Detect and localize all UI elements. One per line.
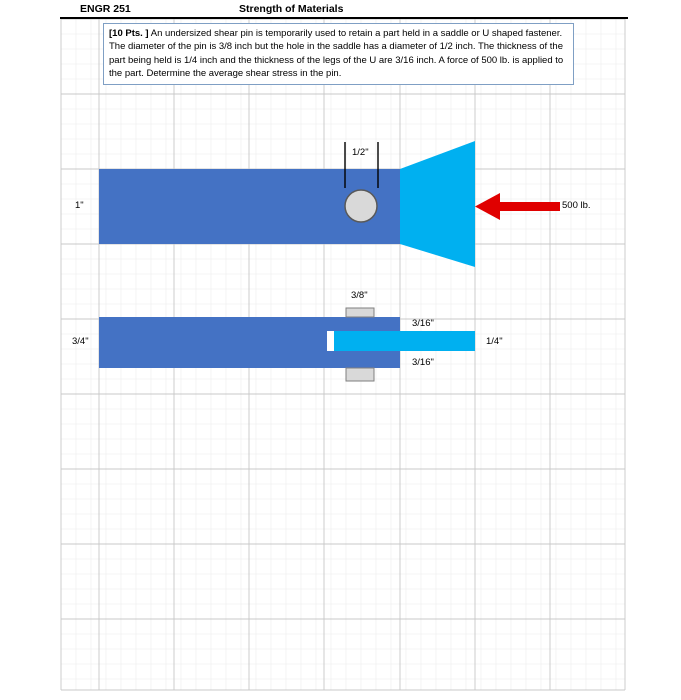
- force-arrow: [475, 193, 560, 220]
- pin-diameter-label: 3/8": [351, 290, 368, 301]
- problem-text: An undersized shear pin is temporarily used to retain a part held in a saddle or U shaped fastener. The diameter of the pin is 3/8 inch but the hole in the saddle has a diameter of 1/2 inch. The thickness of the part being held is 1/4 inch and the thickness of the legs of the U are 3/16 inch. A force of 500 lb. is applied to the part. Determine the average shear stress in the pin.: [109, 28, 564, 80]
- leg-thickness-bottom-label: 3/16": [412, 357, 434, 368]
- pin-hole: [345, 190, 377, 222]
- part-top-view: [400, 141, 475, 267]
- subject-title: Strength of Materials: [239, 3, 344, 15]
- leg-thickness-top-label: 3/16": [412, 318, 434, 329]
- part-thickness-label: 1/4": [486, 336, 503, 347]
- top-height-label: 1": [75, 200, 84, 211]
- side-height-label: 3/4": [72, 336, 89, 347]
- problem-points: [10 Pts. ]: [109, 28, 149, 39]
- force-label: 500 lb.: [562, 200, 591, 211]
- course-code: ENGR 251: [80, 3, 131, 15]
- part-side-view: [334, 331, 475, 351]
- problem-statement: [103, 23, 574, 85]
- pin-bottom-stub: [346, 368, 374, 381]
- header-rule: [60, 17, 628, 19]
- slot-gap: [327, 331, 334, 351]
- hole-diameter-label: 1/2": [352, 147, 369, 158]
- pin-top-stub: [346, 308, 374, 317]
